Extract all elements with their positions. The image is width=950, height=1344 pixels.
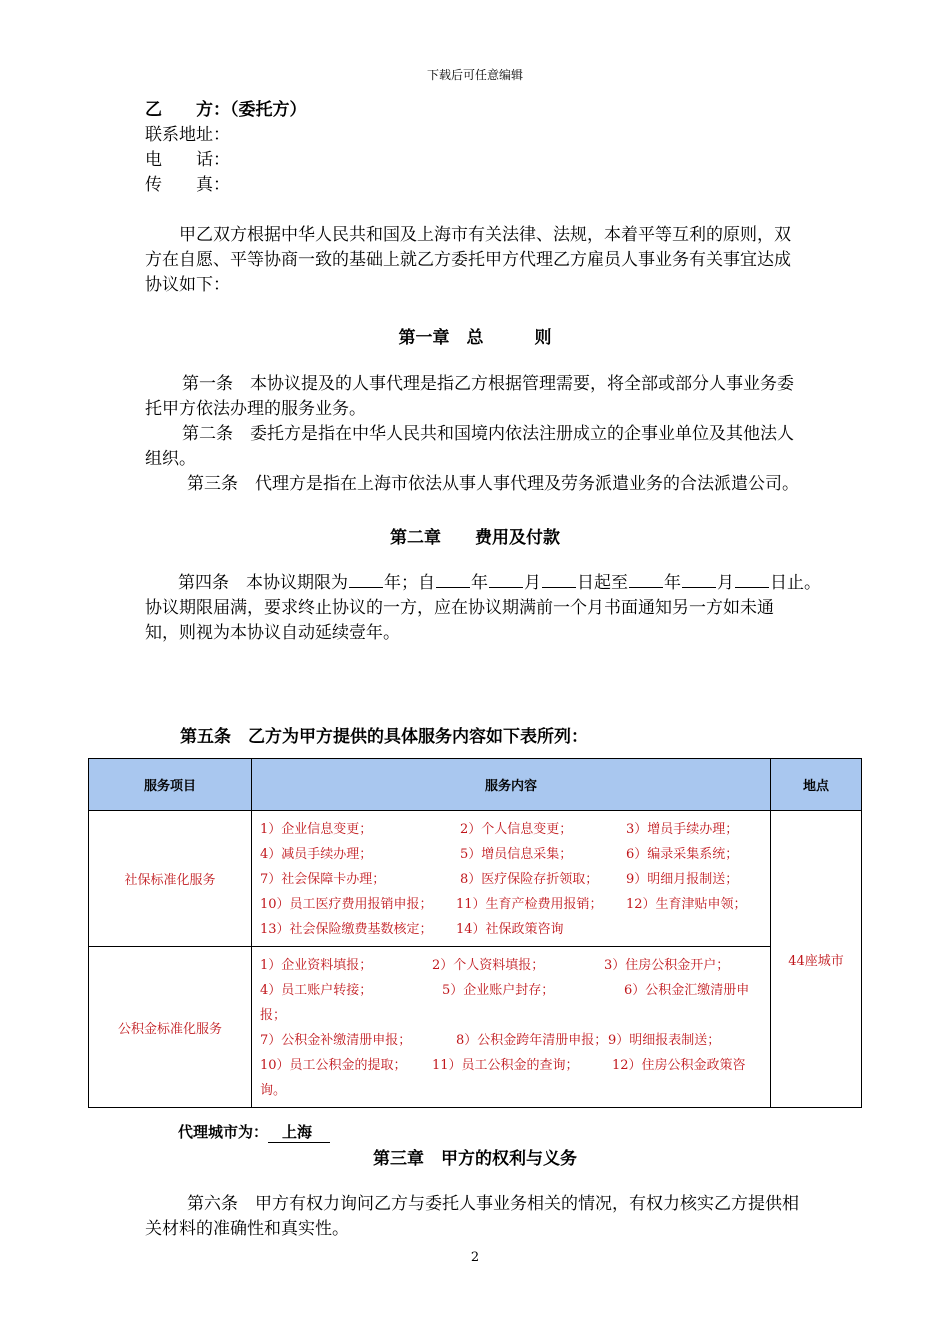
blank-field bbox=[629, 571, 663, 588]
service-item: 4）员工账户转接； bbox=[260, 983, 373, 998]
chapter3-title: 第三章 甲方的权利与义务 bbox=[373, 1149, 577, 1169]
service-item: 9）明细报表制送； bbox=[608, 1033, 721, 1048]
article-4 bbox=[178, 571, 821, 595]
service-item: 3）住房公积金开户； bbox=[604, 958, 730, 973]
service-item: 询。 bbox=[260, 1083, 287, 1098]
article-4-part: 年 bbox=[471, 573, 488, 593]
table-row bbox=[89, 947, 862, 1108]
service-item: 6）公积金汇缴清册申 bbox=[624, 983, 750, 998]
blank-field bbox=[489, 571, 523, 588]
article-4-continued: 协议期限届满，要求终止协议的一方，应在协议期满前一个月书面通知另一方如未通知，则视为本协议自动延续壹年。 bbox=[145, 598, 774, 643]
table-header: 服务内容 bbox=[252, 759, 771, 811]
table-header: 服务项目 bbox=[89, 759, 252, 811]
chapter1-title: 第一章 总 则 bbox=[398, 328, 552, 348]
service-item: 12）生育津贴申领； bbox=[626, 897, 747, 912]
article-4-part: 日起至 bbox=[577, 573, 628, 593]
service-content bbox=[252, 811, 771, 947]
service-item: 11）员工公积金的查询； bbox=[432, 1058, 579, 1073]
service-item: 2）个人信息变更； bbox=[460, 822, 573, 837]
agent-city-value: 上海 bbox=[268, 1121, 330, 1143]
chapter2-title: 第二章 费用及付款 bbox=[390, 528, 560, 548]
blank-field bbox=[735, 571, 769, 588]
party-b-title: 乙 方：（委托方） bbox=[145, 100, 307, 120]
service-table bbox=[88, 758, 862, 1108]
article-2: 第二条 委托方是指在中华人民共和国境内依法注册成立的企事业单位及其他法人组织。 bbox=[145, 424, 794, 469]
service-item: 2）个人资料填报； bbox=[432, 958, 545, 973]
service-item: 5）增员信息采集； bbox=[460, 847, 573, 862]
article-4-part: 年；自 bbox=[384, 573, 435, 593]
service-item: 14）社保政策咨询 bbox=[456, 922, 564, 937]
service-item: 9）明细月报制送； bbox=[626, 872, 739, 887]
service-item: 1）企业信息变更； bbox=[260, 822, 373, 837]
service-item: 3）增员手续办理； bbox=[626, 822, 739, 837]
article-1: 第一条 本协议提及的人事代理是指乙方根据管理需要，将全部或部分人事业务委托甲方依法办理的服务业务。 bbox=[145, 374, 794, 419]
article-4-part: 年 bbox=[664, 573, 681, 593]
article-4-part: 月 bbox=[524, 573, 541, 593]
blank-field bbox=[542, 571, 576, 588]
agent-city bbox=[178, 1121, 330, 1143]
article-4-part: 第四条 本协议期限为 bbox=[178, 573, 348, 593]
service-item: 5）企业账户封存； bbox=[442, 983, 555, 998]
service-category: 社保标准化服务 bbox=[89, 811, 252, 947]
page-number: 2 bbox=[470, 1250, 480, 1265]
service-item: 7）社会保障卡办理； bbox=[260, 872, 386, 887]
article-4-part: 日止。 bbox=[770, 573, 821, 593]
service-item: 7）公积金补缴清册申报； bbox=[260, 1033, 412, 1048]
service-item: 报； bbox=[260, 1008, 287, 1023]
party-b-address: 联系地址： bbox=[145, 125, 230, 145]
article-4-part: 月 bbox=[717, 573, 734, 593]
service-item: 10）员工公积金的提取； bbox=[260, 1058, 407, 1073]
blank-field bbox=[682, 571, 716, 588]
service-content bbox=[252, 947, 771, 1108]
page-header: 下载后可任意编辑 bbox=[426, 68, 523, 82]
table-header: 地点 bbox=[771, 759, 862, 811]
service-item: 10）员工医疗费用报销申报； bbox=[260, 897, 433, 912]
party-b-fax: 传 真： bbox=[145, 175, 230, 195]
service-category: 公积金标准化服务 bbox=[89, 947, 252, 1108]
blank-field bbox=[436, 571, 470, 588]
agent-city-label: 代理城市为： bbox=[178, 1123, 269, 1141]
article-5: 第五条 乙方为甲方提供的具体服务内容如下表所列： bbox=[180, 727, 588, 747]
service-item: 13）社会保险缴费基数核定； bbox=[260, 922, 433, 937]
intro-paragraph: 甲乙双方根据中华人民共和国及上海市有关法律、法规，本着平等互利的原则，双方在自愿、平等协商一致的基础上就乙方委托甲方代理乙方雇员人事业务有关事宜达成协议如下： bbox=[145, 225, 791, 295]
article-3: 第三条 代理方是指在上海市依法从事人事代理及劳务派遣业务的合法派遣公司。 bbox=[187, 474, 799, 494]
service-location: 44座城市 bbox=[771, 811, 862, 1108]
table-row bbox=[89, 811, 862, 947]
service-item: 12）住房公积金政策咨 bbox=[612, 1058, 746, 1073]
party-b-phone: 电 话： bbox=[145, 150, 230, 170]
service-item: 11）生育产检费用报销； bbox=[456, 897, 603, 912]
article-6: 第六条 甲方有权力询问乙方与委托人事业务相关的情况，有权力核实乙方提供相关材料的准确性和真实性。 bbox=[145, 1194, 799, 1239]
service-item: 1）企业资料填报； bbox=[260, 958, 373, 973]
service-item: 4）减员手续办理； bbox=[260, 847, 373, 862]
service-item: 6）编录采集系统； bbox=[626, 847, 739, 862]
table-header-row bbox=[89, 759, 862, 811]
blank-field bbox=[349, 571, 383, 588]
service-item: 8）医疗保险存折领取； bbox=[460, 872, 599, 887]
service-item: 8）公积金跨年清册申报； bbox=[456, 1033, 608, 1048]
